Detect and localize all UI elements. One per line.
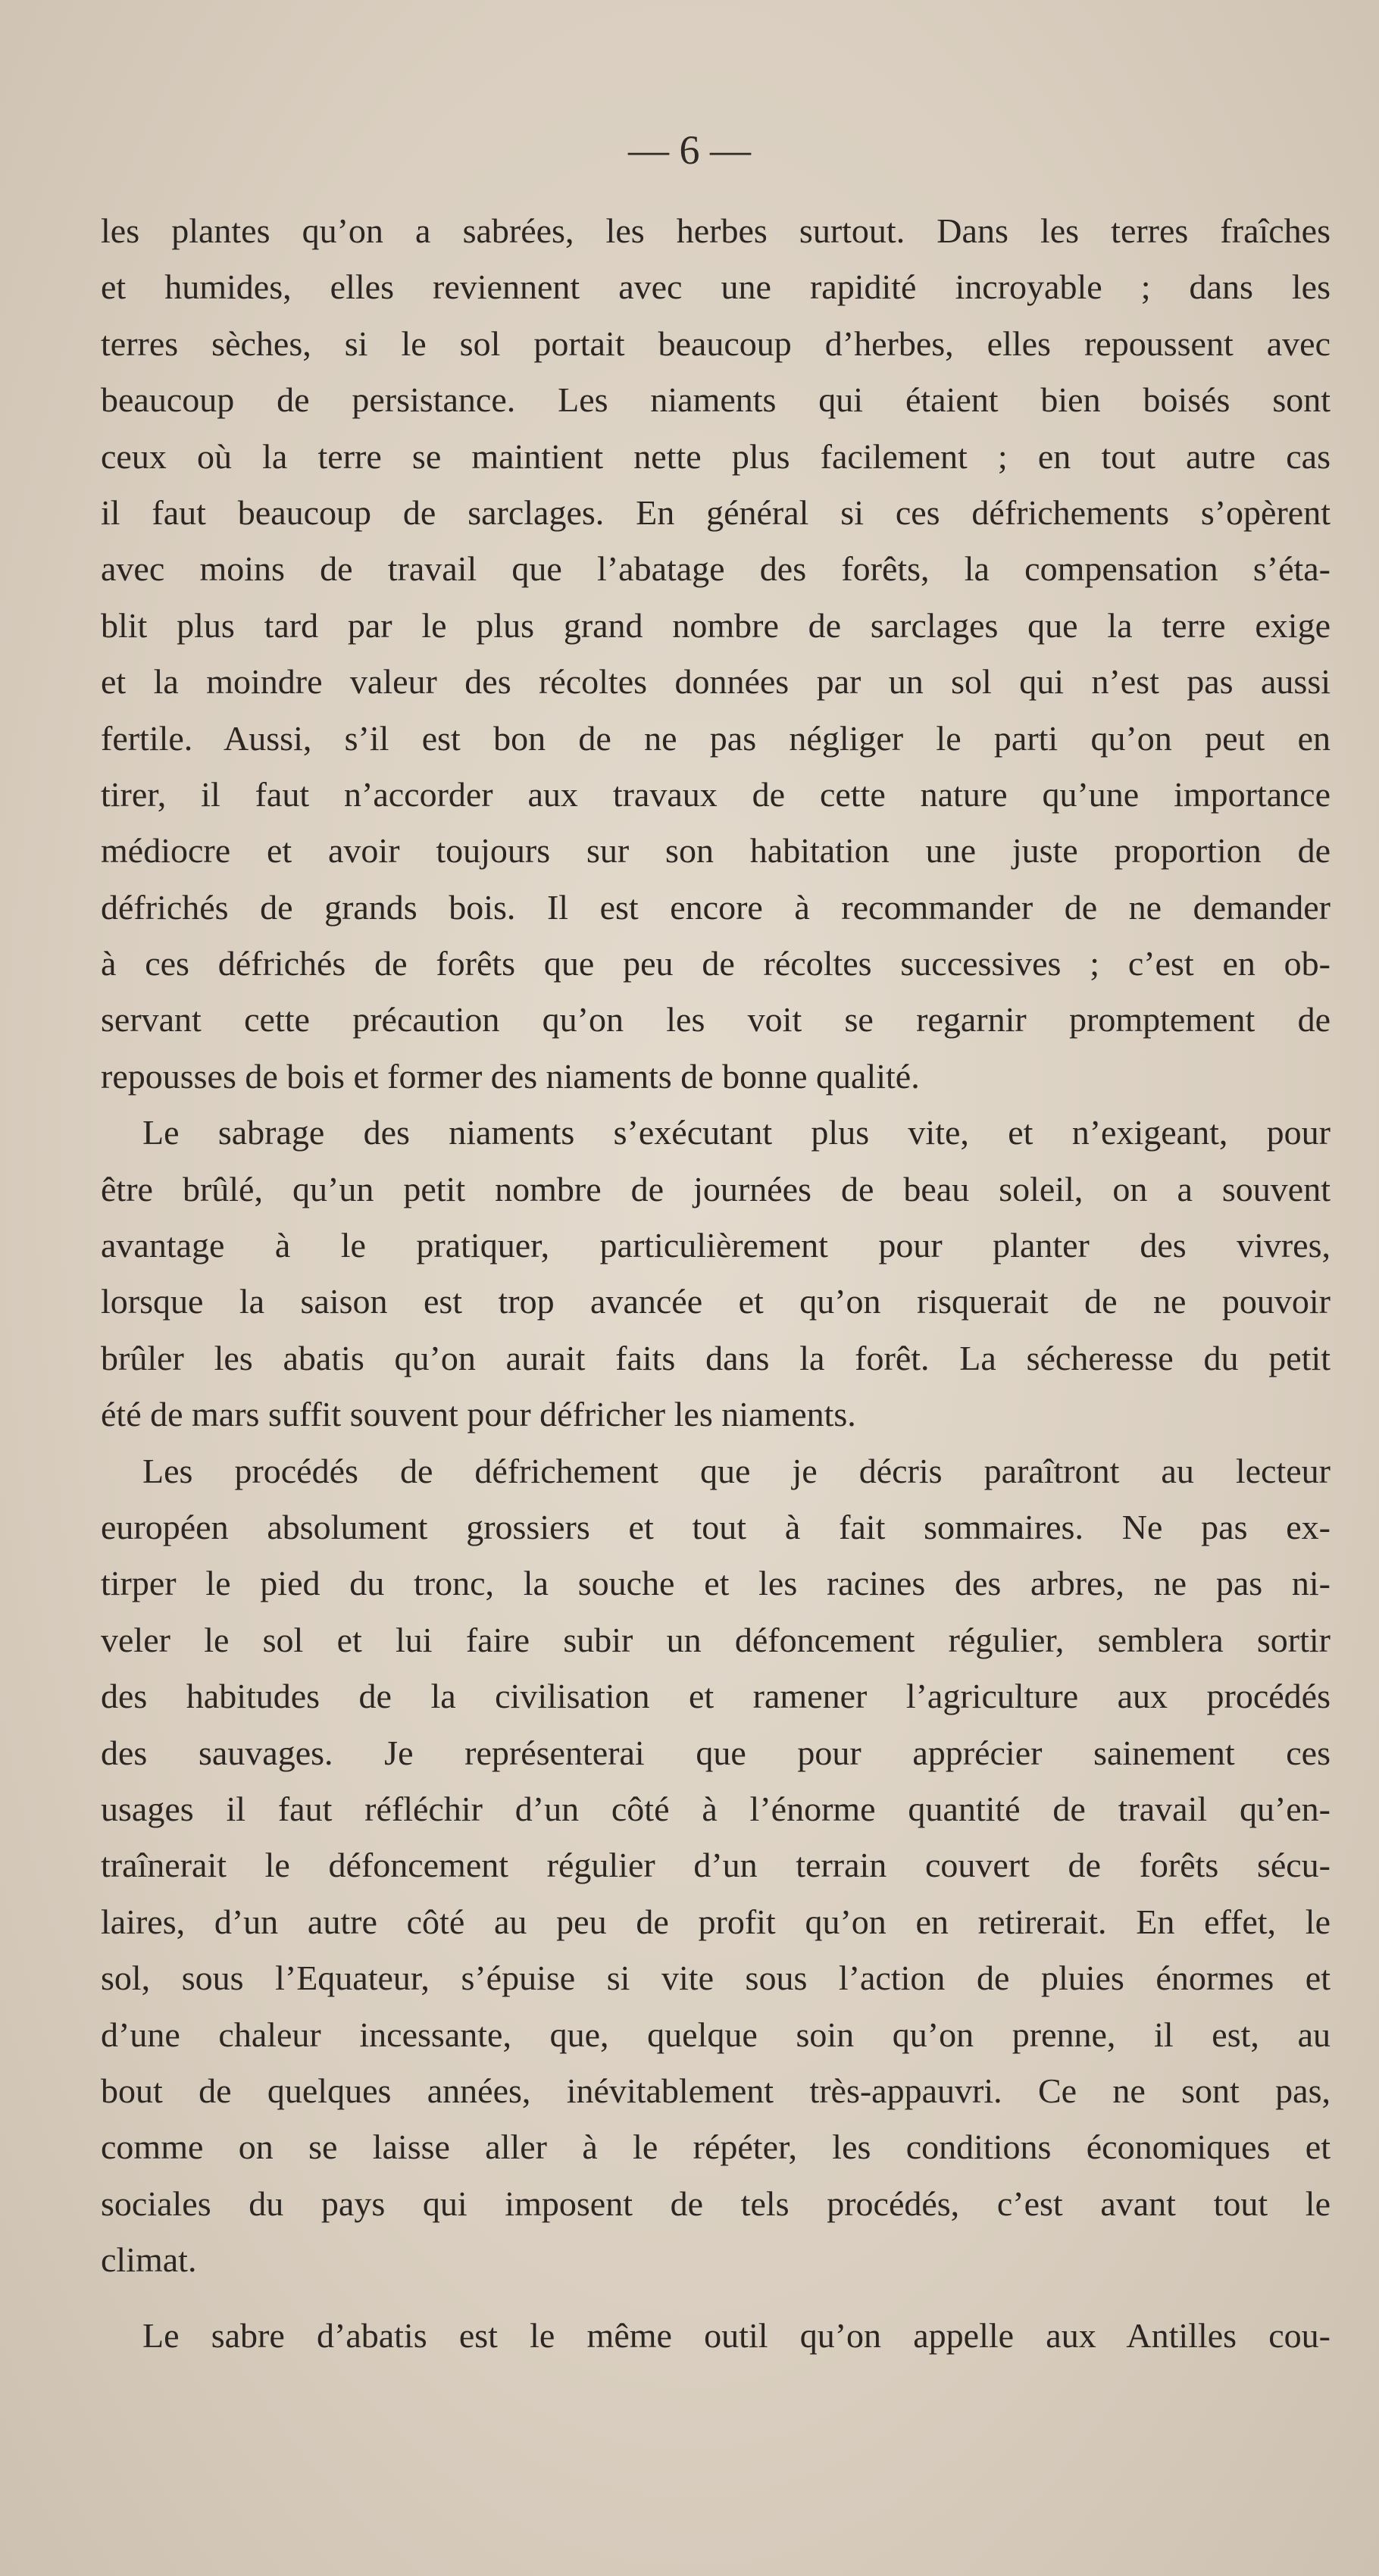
text-line: défrichés de grands bois. Il est encore à recommander de ne demander bbox=[101, 887, 1331, 927]
paragraph-2 bbox=[101, 1105, 1331, 1443]
text-line: blit plus tard par le plus grand nombre de sarclages que la terre exige bbox=[101, 605, 1331, 645]
text-line: il faut beaucoup de sarclages. En général si ces défrichements s’opèrent bbox=[101, 492, 1331, 532]
paragraph-gap bbox=[101, 2288, 1331, 2308]
text-line: laires, d’un autre côté au peu de profit qu’on en retirerait. En effet, le bbox=[101, 1902, 1331, 1941]
text-line: sociales du pays qui imposent de tels procédés, c’est avant tout le bbox=[101, 2184, 1331, 2223]
text-line: à ces défrichés de forêts que peu de récoltes successives ; c’est en ob- bbox=[101, 944, 1331, 983]
text-line: tirer, il faut n’accorder aux travaux de cette nature qu’une importance bbox=[101, 774, 1331, 814]
text-line: d’une chaleur incessante, que, quelque soin qu’on prenne, il est, au bbox=[101, 2015, 1331, 2054]
text-line: terres sèches, si le sol portait beaucoup d’herbes, elles repoussent avec bbox=[101, 324, 1331, 363]
text-line: tirper le pied du tronc, la souche et les racines des arbres, ne pas ni- bbox=[101, 1564, 1331, 1603]
text-line: sol, sous l’Equateur, s’épuise si vite sous l’action de pluies énormes et bbox=[101, 1959, 1331, 1998]
text-line: brûler les abatis qu’on aurait faits dans la forêt. La sécheresse du petit bbox=[101, 1338, 1331, 1377]
body-text bbox=[101, 203, 1331, 2365]
text-line: médiocre et avoir toujours sur son habitation une juste proportion de bbox=[101, 831, 1331, 871]
text-line: et la moindre valeur des récoltes données par un sol qui n’est pas aussi bbox=[101, 662, 1331, 702]
text-line: repousses de bois et former des niaments de bonne qualité. bbox=[101, 1056, 920, 1096]
text-line: été de mars suffit souvent pour défricher les niaments. bbox=[101, 1395, 856, 1434]
text-line: Le sabrage des niaments s’exécutant plus vite, et n’exigeant, pour bbox=[142, 1113, 1331, 1152]
text-line: avantage à le pratiquer, particulièrement pour planter des vivres, bbox=[101, 1226, 1331, 1265]
paragraph-1 bbox=[101, 203, 1331, 1105]
text-line: traînerait le défoncement régulier d’un terrain couvert de forêts sécu- bbox=[101, 1846, 1331, 1885]
text-line: Le sabre d’abatis est le même outil qu’on appelle aux Antilles cou- bbox=[142, 2316, 1331, 2356]
text-line: ceux où la terre se maintient nette plus facilement ; en tout autre cas bbox=[101, 436, 1331, 476]
text-line: Les procédés de défrichement que je décris paraîtront au lecteur bbox=[142, 1451, 1331, 1490]
text-line: climat. bbox=[101, 2240, 197, 2280]
text-line: fertile. Aussi, s’il est bon de ne pas négliger le parti qu’on peut en bbox=[101, 718, 1331, 758]
text-line: des habitudes de la civilisation et ramener l’agriculture aux procédés bbox=[101, 1677, 1331, 1716]
text-line: être brûlé, qu’un petit nombre de journées de beau soleil, on a souvent bbox=[101, 1169, 1331, 1208]
text-line: européen absolument grossiers et tout à fait sommaires. Ne pas ex- bbox=[101, 1507, 1331, 1546]
text-line: beaucoup de persistance. Les niaments qui étaient bien boisés sont bbox=[101, 380, 1331, 420]
text-line: bout de quelques années, inévitablement très-appauvri. Ce ne sont pas, bbox=[101, 2071, 1331, 2110]
paragraph-4 bbox=[101, 2308, 1331, 2364]
text-line: lorsque la saison est trop avancée et qu’on risquerait de ne pouvoir bbox=[101, 1282, 1331, 1321]
paragraph-3 bbox=[101, 1443, 1331, 2289]
text-line: usages il faut réfléchir d’un côté à l’énorme quantité de travail qu’en- bbox=[101, 1789, 1331, 1828]
text-line: et humides, elles reviennent avec une rapidité incroyable ; dans les bbox=[101, 267, 1331, 307]
page-number: — 6 — bbox=[628, 127, 751, 173]
text-line: des sauvages. Je représenterai que pour apprécier sainement ces bbox=[101, 1733, 1331, 1772]
text-line: veler le sol et lui faire subir un défoncement régulier, semblera sortir bbox=[101, 1620, 1331, 1659]
text-line: servant cette précaution qu’on les voit se regarnir promptement de bbox=[101, 1000, 1331, 1039]
text-line: comme on se laisse aller à le répéter, les conditions économiques et bbox=[101, 2127, 1331, 2167]
text-line: les plantes qu’on a sabrées, les herbes surtout. Dans les terres fraîches bbox=[101, 211, 1331, 250]
text-line: avec moins de travail que l’abatage des forêts, la compensation s’éta- bbox=[101, 549, 1331, 589]
